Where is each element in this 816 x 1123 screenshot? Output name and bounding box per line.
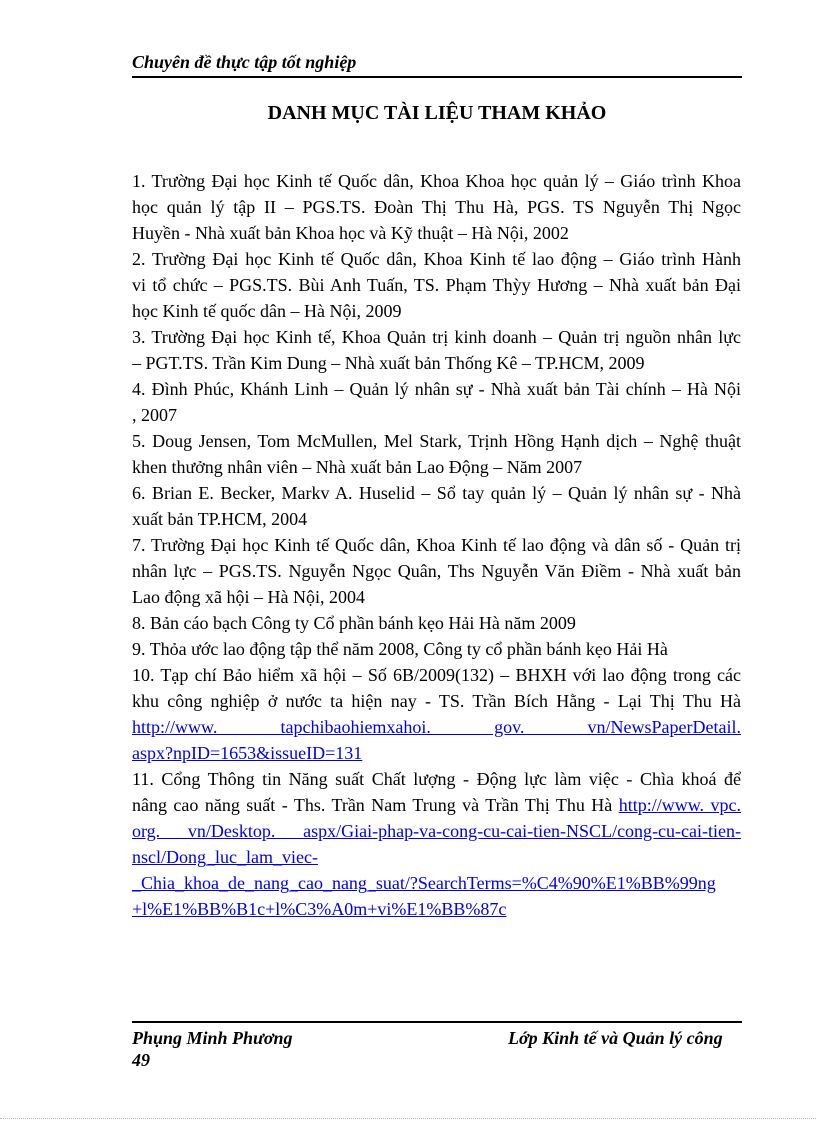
reference-line [132,324,741,350]
reference-line [132,246,741,272]
reference-text: – PGT.TS. Trần Kim Dung – Nhà xuất bản Thống Kê – TP.HCM, 2009 [132,353,645,373]
reference-line [132,428,741,454]
reference-line [132,844,741,870]
reference-text: vi tổ chức – PGS.TS. Bùi Anh Tuấn, TS. Phạm Thỳy Hương – Nhà xuất bản Đại [132,275,741,295]
reference-line [132,402,741,428]
reference-line [132,168,741,194]
reference-item [132,480,741,532]
reference-text: 5. Doug Jensen, Tom McMullen, Mel Stark, Trịnh Hồng Hạnh dịch – Nghệ thuật [132,431,741,451]
footer-author: Phụng Minh Phương [132,1028,293,1048]
reference-line [132,194,741,220]
reference-text: học Kinh tế quốc dân – Hà Nội, 2009 [132,301,402,321]
reference-link[interactable]: org. vn/Desktop. aspx/Giai-phap-va-cong-cu-cai-tien-NSCL/cong-cu-cai-tien- [132,821,741,841]
reference-line [132,272,741,298]
reference-line [132,350,741,376]
reference-line [132,818,741,844]
reference-line [132,714,741,740]
reference-item [132,246,741,324]
reference-item [132,610,741,636]
reference-line [132,532,741,558]
reference-text: khen thưởng nhân viên – Nhà xuất bản Lao Động – Năm 2007 [132,457,583,477]
reference-link[interactable]: http://www. tapchibaohiemxahoi. gov. vn/NewsPaperDetail. [132,717,741,737]
reference-text: 6. Brian E. Becker, Markv A. Huselid – Sổ tay quản lý – Quản lý nhân sự - Nhà [132,483,741,503]
page-number: 49 [132,1050,150,1070]
reference-line [132,454,741,480]
reference-item [132,662,741,766]
reference-link[interactable]: http://www. vpc. [618,795,741,815]
reference-text: 1. Trường Đại học Kinh tế Quốc dân, Khoa Khoa học quản lý – Giáo trình Khoa [132,171,741,191]
reference-item [132,636,741,662]
reference-item [132,428,741,480]
reference-link[interactable]: _Chia_khoa_de_nang_cao_nang_suat/?SearchTerms=%C4%90%E1%BB%99ng [132,873,716,893]
reference-text: nhân lực – PGS.TS. Nguyễn Ngọc Quân, Ths Nguyễn Văn Điềm - Nhà xuất bản [132,561,741,581]
footer-rule [132,1021,742,1023]
reference-line [132,792,741,818]
reference-text: 9. Thỏa ước lao động tập thể năm 2008, Công ty cổ phần bánh kẹo Hải Hà [132,639,668,659]
reference-line [132,376,741,402]
reference-item [132,766,741,922]
reference-link[interactable]: aspx?npID=1653&issueID=131 [132,743,363,763]
reference-line [132,584,741,610]
reference-text: học quản lý tập II – PGS.TS. Đoàn Thị Thu Hà, PGS. TS Nguyễn Thị Ngọc [132,197,741,217]
reference-list [132,168,741,922]
reference-line [132,766,741,792]
reference-line [132,740,741,766]
reference-text: nâng cao năng suất - Ths. Trần Nam Trung và Trần Thị Thu Hà [132,795,619,815]
reference-text: khu công nghiệp ở nước ta hiện nay - TS. Trần Bích Hằng - Lại Thị Thu Hà [132,691,741,711]
reference-item [132,376,741,428]
reference-text: Huyền - Nhà xuất bản Khoa học và Kỹ thuật – Hà Nội, 2002 [132,223,569,243]
reference-line [132,610,741,636]
reference-line [132,506,741,532]
reference-text: 4. Đình Phúc, Khánh Linh – Quản lý nhân sự - Nhà xuất bản Tài chính – Hà Nội [132,379,741,399]
reference-text: , 2007 [132,405,177,425]
reference-link[interactable]: +l%E1%BB%B1c+l%C3%A0m+vi%E1%BB%87c [132,899,507,919]
reference-line [132,558,741,584]
reference-text: 11. Cổng Thông tin Năng suất Chất lượng - Động lực làm việc - Chìa khoá để [132,769,741,789]
reference-line [132,896,741,922]
page-title: DANH MỤC TÀI LIỆU THAM KHẢO [267,102,607,124]
reference-line [132,298,741,324]
reference-line [132,870,741,896]
reference-line [132,662,741,688]
reference-item [132,532,741,610]
reference-text: 10. Tạp chí Bảo hiểm xã hội – Số 6B/2009(132) – BHXH với lao động trong các [132,665,741,685]
reference-text: 7. Trường Đại học Kinh tế Quốc dân, Khoa Kinh tế lao động và dân số - Quản trị [132,535,741,555]
reference-text: 8. Bản cáo bạch Công ty Cổ phần bánh kẹo Hải Hà năm 2009 [132,613,576,633]
reference-line [132,636,741,662]
reference-text: Lao động xã hội – Hà Nội, 2004 [132,587,365,607]
page-boundary [0,1118,816,1119]
reference-line [132,688,741,714]
header-rule [132,76,742,78]
running-header: Chuyên đề thực tập tốt nghiệp [132,52,357,72]
reference-item [132,324,741,376]
reference-link[interactable]: nscl/Dong_luc_lam_viec- [132,847,318,867]
reference-text: xuất bản TP.HCM, 2004 [132,509,308,529]
reference-line [132,220,741,246]
reference-line [132,480,741,506]
footer-class: Lớp Kinh tế và Quản lý công [508,1028,723,1048]
reference-item [132,168,741,246]
reference-text: 3. Trường Đại học Kinh tế, Khoa Quản trị kinh doanh – Quản trị nguồn nhân lực [132,327,741,347]
reference-text: 2. Trường Đại học Kinh tế Quốc dân, Khoa Kinh tế lao động – Giáo trình Hành [132,249,741,269]
